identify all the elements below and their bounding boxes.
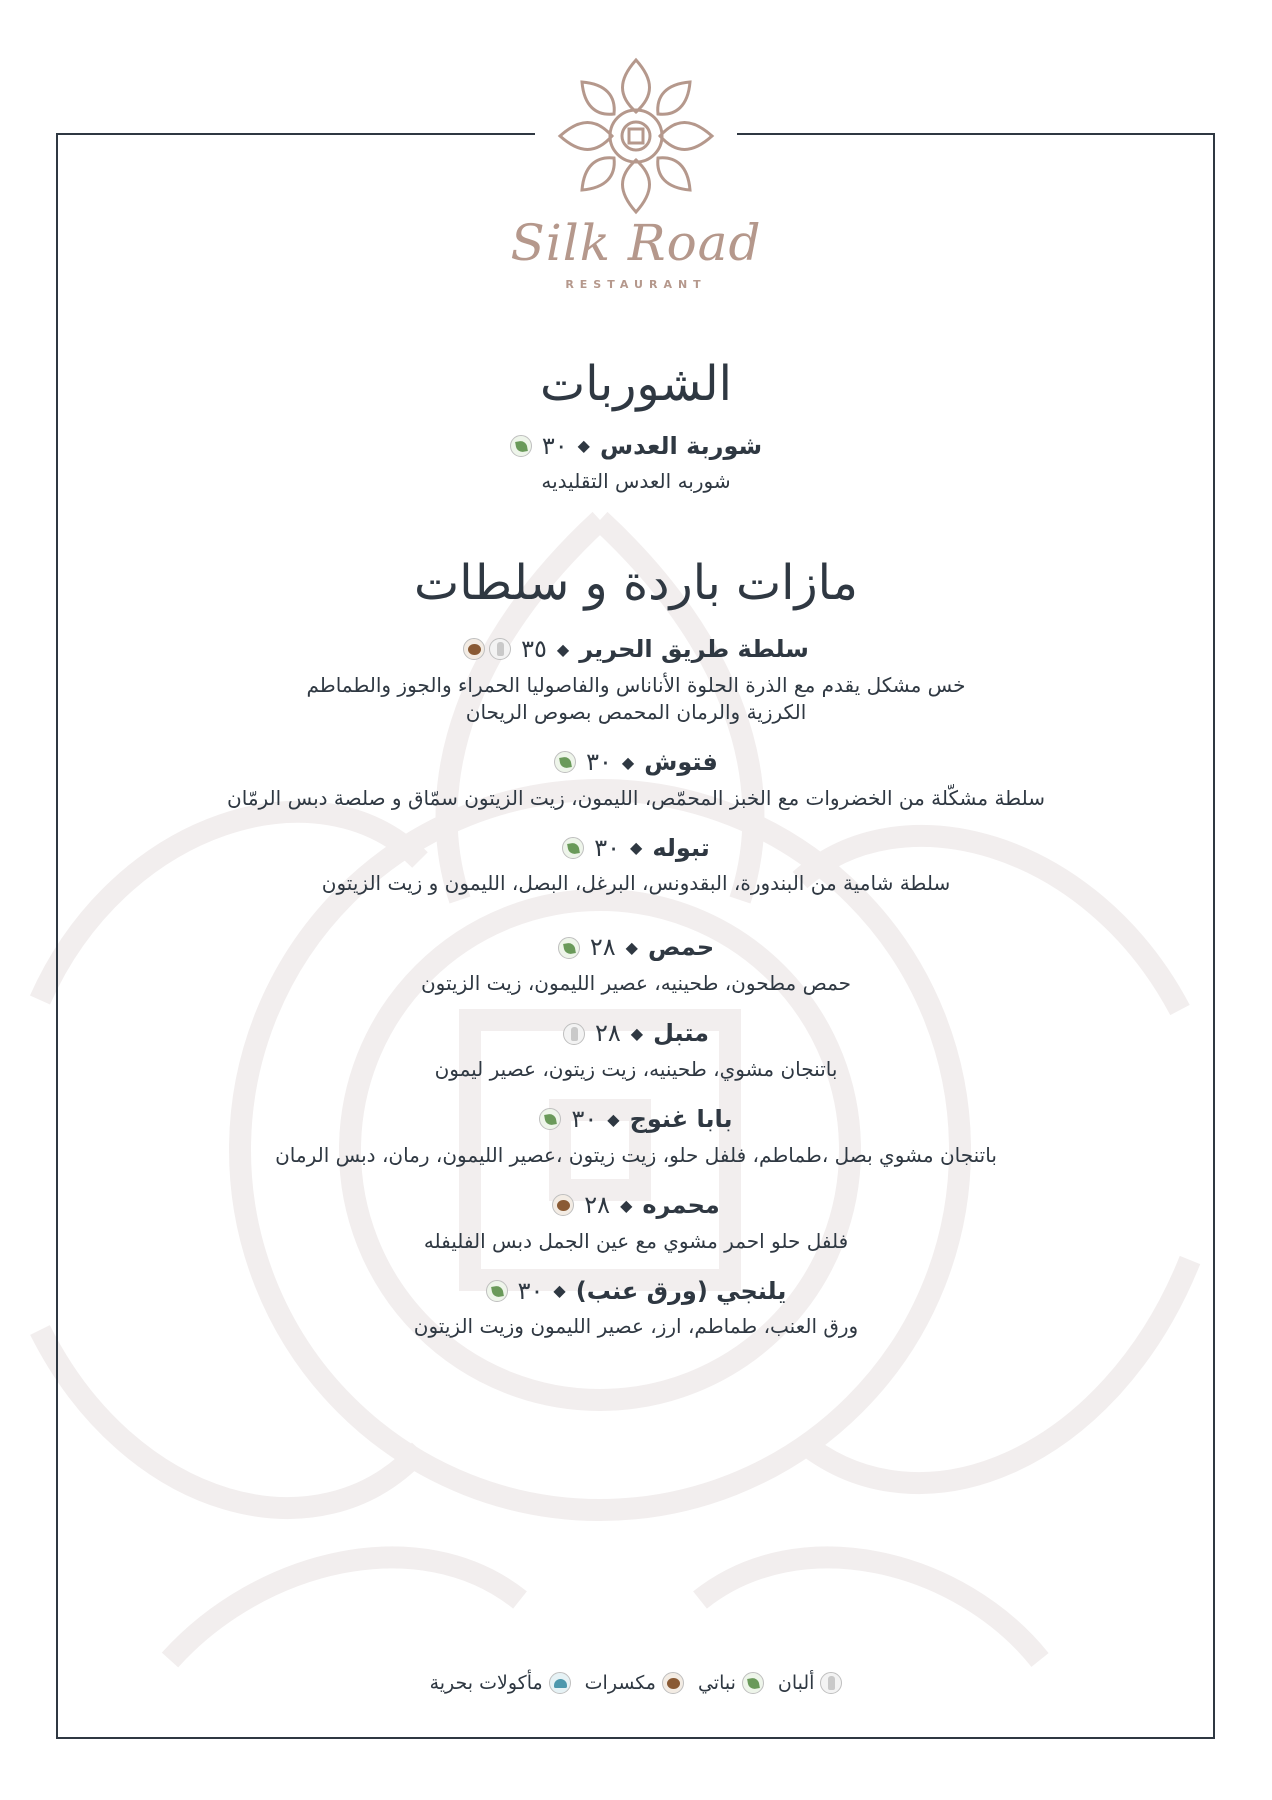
item-price: ٢٨ (584, 1190, 611, 1219)
legend-vegan: نباتي (698, 1672, 764, 1694)
nuts-icon (463, 638, 485, 660)
diamond-separator-icon: ◆ (620, 1195, 633, 1215)
item-price: ٣٠ (586, 747, 612, 776)
item-description-line2: الكرزية والرمان المحمص بصوص الريحان (465, 699, 807, 724)
menu-item (80, 432, 1192, 496)
vegan-leaf-icon (554, 751, 576, 773)
vegan-leaf-icon (562, 837, 584, 859)
diamond-separator-icon: ◆ (630, 1023, 644, 1043)
diamond-separator-icon: ◆ (625, 938, 638, 958)
mandala-logo-icon (556, 56, 716, 216)
item-price: ٣٠ (517, 1276, 544, 1305)
dairy-bottle-icon (820, 1672, 842, 1694)
menu-item (80, 1277, 1192, 1341)
dairy-bottle-icon (489, 638, 511, 660)
allergen-legend (300, 1672, 972, 1694)
nuts-icon (552, 1194, 574, 1216)
item-description: خس مشكل يقدم مع الذرة الحلوة الأناناس والفاصوليا الحمراء والجوز والطماطم (306, 672, 966, 697)
item-name: حمص (647, 933, 715, 962)
section-title-soups: الشوربات (540, 356, 732, 412)
item-description: باتنجان مشوي، طحينيه، زيت زيتون، عصير ليمون (434, 1056, 838, 1081)
menu-item (80, 933, 1192, 997)
menu-item (80, 1105, 1192, 1169)
item-price: ٣٠ (594, 833, 621, 862)
item-description: شوربه العدس التقليديه (541, 469, 731, 494)
item-description: باتنجان مشوي بصل ،طماطم، فلفل حلو، زيت زيتون ،عصير الليمون، رمان، دبس الرمان (275, 1142, 997, 1167)
item-description: حمص مطحون، طحينيه، عصير الليمون، زيت الزيتون (420, 971, 852, 996)
item-name: متبل (653, 1019, 709, 1048)
menu-item (80, 1191, 1192, 1255)
diamond-separator-icon: ◆ (607, 1109, 620, 1129)
diamond-separator-icon: ◆ (556, 639, 570, 659)
legend-nuts: مكسرات (585, 1672, 684, 1694)
item-description: ورق العنب، طماطم، ارز، عصير الليمون وزيت الزيتون (413, 1314, 859, 1339)
diamond-separator-icon: ◆ (553, 1281, 566, 1301)
menu (80, 350, 1192, 1340)
item-name: سلطة طريق الحرير (579, 634, 809, 663)
item-price: ٣٠ (571, 1104, 598, 1133)
menu-item (80, 635, 1192, 726)
item-name: تبوله (652, 833, 710, 862)
dairy-bottle-icon (563, 1023, 585, 1045)
item-description: سلطة شامية من البندورة، البقدونس، البرغل، البصل، الليمون و زيت الزيتون (321, 871, 951, 896)
section-title-mezze: مازات باردة و سلطات (414, 555, 858, 612)
item-price: ٢٨ (595, 1019, 621, 1048)
item-name: فتوش (644, 747, 718, 776)
nuts-icon (662, 1672, 684, 1694)
item-price: ٢٨ (589, 933, 616, 962)
brand-name: Silk Road (510, 214, 762, 272)
item-description: فلفل حلو احمر مشوي مع عين الجمل دبس الفليفله (423, 1228, 849, 1253)
legend-dairy: ألبان (778, 1672, 843, 1694)
item-name: شوربة العدس (599, 431, 763, 460)
vegan-leaf-icon (486, 1280, 508, 1302)
seafood-shell-icon (549, 1672, 571, 1694)
brand-subtitle: RESTAURANT (565, 278, 707, 291)
diamond-separator-icon: ◆ (577, 436, 590, 456)
menu-item (80, 1019, 1192, 1083)
item-price: ٣٠ (541, 431, 568, 460)
item-description: سلطة مشكّلة من الخضروات مع الخبز المحمّص، الليمون، زيت الزيتون سمّاق و صلصة دبس الرمّان (227, 785, 1045, 810)
legend-seafood: مأكولات بحرية (430, 1672, 571, 1694)
menu-item (80, 834, 1192, 898)
item-name: يلنجي (ورق عنب) (575, 1276, 787, 1305)
item-name: محمره (642, 1190, 720, 1219)
vegan-leaf-icon (510, 435, 532, 457)
vegan-leaf-icon (539, 1108, 561, 1130)
item-price: ٣٥ (521, 634, 547, 663)
diamond-separator-icon: ◆ (630, 838, 643, 858)
diamond-separator-icon: ◆ (621, 752, 635, 772)
menu-item (80, 748, 1192, 812)
vegan-leaf-icon (558, 937, 580, 959)
item-name: بابا غنوج (629, 1104, 733, 1133)
vegan-leaf-icon (742, 1672, 764, 1694)
